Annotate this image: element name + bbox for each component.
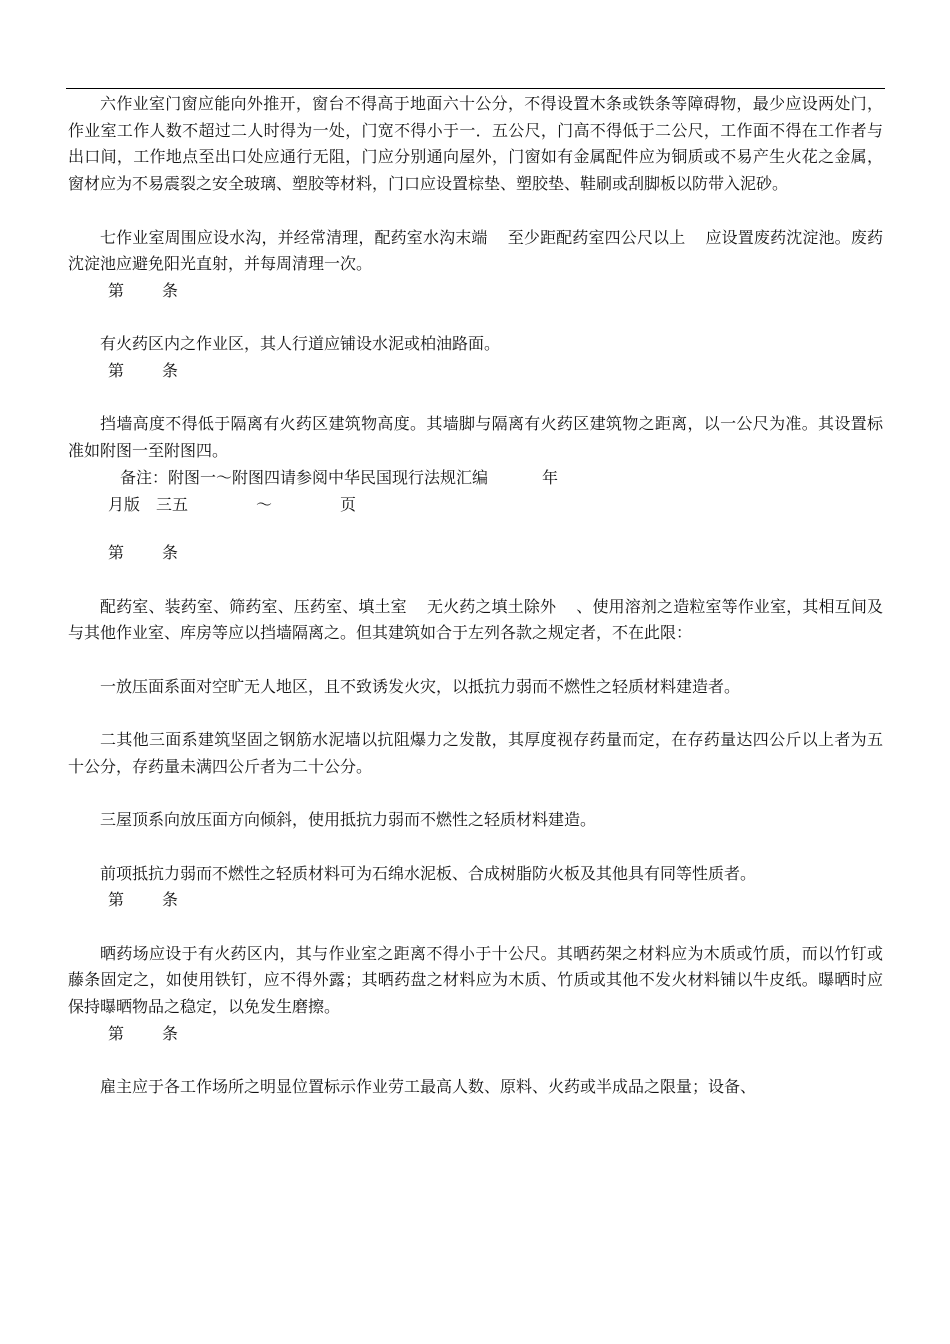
article-heading <box>68 278 883 305</box>
article-word-di: 第 <box>108 1023 125 1043</box>
paragraph-walkway: 有火药区内之作业区，其人行道应铺设水泥或柏油路面。 <box>100 334 501 354</box>
note-tilde: ～ <box>256 494 273 514</box>
paragraph-item-three: 三屋顶系向放压面方向倾斜，使用抵抗力弱而不燃性之轻质材料建造。 <box>100 810 597 830</box>
paragraph-drainage <box>68 225 883 278</box>
article-word-tiao: 条 <box>162 280 179 300</box>
paragraph-drying-field: 晒药场应设于有火药区内，其与作业室之距离不得小于十公尺。其晒药架之材料应为木质或竹质，而以竹钉或藤条固定之，如使用铁钉，应不得外露；其晒药盘之材料应为木质、竹质或其他不发火材料铺以牛皮纸。曝晒时应保持曝晒物品之稳定，以免发生磨擦。 <box>68 943 883 1017</box>
article-heading <box>68 1021 883 1048</box>
header-rule <box>66 88 885 89</box>
paragraph-item-one: 一放压面系面对空旷无人地区，且不致诱发火灾，以抵抗力弱而不燃性之轻质材料建造者。 <box>100 676 741 696</box>
article-word-tiao: 条 <box>162 543 179 563</box>
paragraph-wall-height: 挡墙高度不得低于隔离有火药区建筑物高度。其墙脚与隔离有火药区建筑物之距离，以一公尺为准。其设置标准如附图一至附图四。 <box>68 414 883 461</box>
note-line <box>68 465 883 492</box>
article-heading <box>68 887 883 914</box>
article-word-di: 第 <box>108 280 125 300</box>
article-word-di: 第 <box>108 890 125 910</box>
note-month: 月版 <box>108 494 141 514</box>
note-page: 页 <box>340 494 357 514</box>
partition-text-a: 配药室、装药室、筛药室、压药室、填土室 <box>100 596 407 616</box>
note-volume: 三五 <box>156 494 189 514</box>
partition-text-c: 、使用溶剂之造粒室等作业室，其相互间及与其他作业室、库房等应以挡墙隔离之。但其建筑如合于左列各款之规定者，不在此限： <box>68 596 883 643</box>
drainage-text-c: 应设置废药沈淀池。废药沈淀池应避免阳光直射，并每周清理一次。 <box>68 227 883 274</box>
article-heading <box>68 540 883 567</box>
paragraph-item-two: 二其他三面系建筑坚固之钢筋水泥墙以抗阻爆力之发散，其厚度视存药量而定，在存药量达四公斤以上者为五十公分，存药量未满四公斤者为二十公分。 <box>68 730 883 776</box>
paragraph-material: 前项抵抗力弱而不燃性之轻质材料可为石绵水泥板、合成树脂防火板及其他具有同等性质者。 <box>100 863 757 883</box>
note-edition-line <box>68 492 883 519</box>
article-heading <box>68 358 883 385</box>
article-word-tiao: 条 <box>162 361 179 380</box>
article-word-di: 第 <box>108 361 125 380</box>
note-text: 备注：附图一～附图四请参阅中华民国现行法规汇编 <box>120 467 489 487</box>
paragraph-employer-signage: 雇主应于各工作场所之明显位置标示作业劳工最高人数、原料、火药或半成品之限量；设备、 <box>100 1077 757 1097</box>
paragraph-door-window: 六作业室门窗应能向外推开，窗台不得高于地面六十公分，不得设置木条或铁条等障碍物，最少应设两处门，作业室工作人数不超过二人时得为一处，门宽不得小于一．五公尺，门高不得低于二公尺，工作面不得在工作者与出口间，工作地点至出口处应通行无阻，门应分别通向屋外，门窗如有金属配件应为铜质或不易产生火花之金属，窗材应为不易震裂之安全玻璃、塑胶等材料，门口应设置棕垫、塑胶垫、鞋刷或刮脚板以防带入泥砂。 <box>68 94 883 194</box>
article-word-di: 第 <box>108 543 125 563</box>
paragraph-partition <box>68 594 883 647</box>
article-word-tiao: 条 <box>162 890 179 910</box>
drainage-text-a: 七作业室周围应设水沟，并经常清理，配药室水沟末端 <box>100 227 488 247</box>
document-body <box>68 91 883 1101</box>
article-word-tiao: 条 <box>162 1023 179 1043</box>
partition-text-b: 无火药之填土除外 <box>426 596 557 616</box>
note-year: 年 <box>542 467 559 487</box>
drainage-text-b: 至少距配药室四公尺以上 <box>507 227 686 247</box>
